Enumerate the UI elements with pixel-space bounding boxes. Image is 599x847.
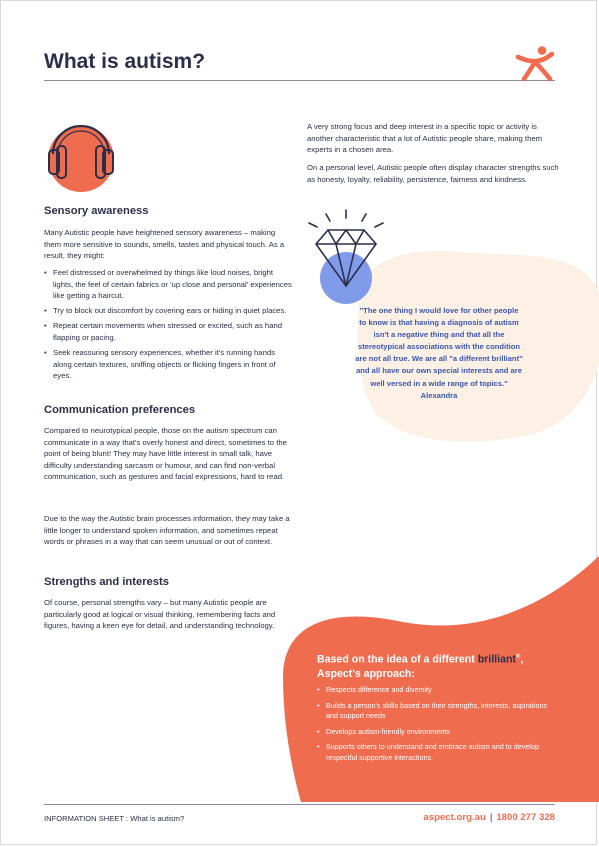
sensory-bullet-list bbox=[44, 267, 292, 385]
page-title: What is autism? bbox=[44, 50, 206, 73]
sensory-intro: Many Autistic people have heightened sensory awareness – making them more sensitive to sounds, smells, tastes and physical touch. As a result, they might: bbox=[44, 228, 285, 261]
communication-paragraph-1: Compared to neurotypical people, those on the autism spectrum can communicate in a way that's overly honest and direct, sometimes to the point of being blunt! They may have little interest in small talk, have difficulty understanding sarcasm or humour, and can find non-verbal communication, such as gestures and facial expressions, hard to read. bbox=[44, 426, 287, 482]
brilliant-word: brilliant bbox=[477, 653, 516, 666]
alexandra-quote: "The one thing I would love for other people to know is that having a diagnosis of autism isn't a negative thing and that all the stereotypical associations with the condition are not all true. We are all "a different brilliant" and all have our own special interests and are well versed in a wide range of topics." Alexandra bbox=[355, 306, 523, 400]
headphones-icon bbox=[44, 110, 119, 195]
footer-divider bbox=[44, 804, 555, 805]
strengths-paragraph: Of course, personal strengths vary – but many Autistic people are particularly good at logical or visual thinking, remembering facts and figures, having a keen eye for detail, and understanding technology. bbox=[44, 598, 276, 631]
title-divider bbox=[44, 80, 555, 81]
website-link[interactable]: aspect.org.au bbox=[423, 812, 486, 823]
character-paragraph: On a personal level, Autistic people often display character strengths such as honesty, loyalty, reliability, persistence, fairness and kindness. bbox=[307, 163, 559, 184]
diamond-icon bbox=[300, 208, 392, 308]
approach-list bbox=[317, 685, 557, 769]
approach-title: Based on the idea of a different brilliant®, Aspect's approach: bbox=[317, 653, 524, 680]
focus-paragraph: A very strong focus and deep interest in a specific topic or activity is another characteristic that a lot of Autistic people share, making them experts in a chosen area. bbox=[307, 122, 543, 155]
communication-paragraph-2: Due to the way the Autistic brain processes information, they may take a little longer to understand spoken information, and sometimes repeat words or phrases in a way that can seem unusual or out of context. bbox=[44, 514, 290, 547]
strengths-heading: Strengths and interests bbox=[44, 576, 169, 588]
list-item: • Feel distressed or overwhelmed by things like loud noises, bright lights, the feel of certain fabrics or 'up close and personal' experiences like getting a haircut. bbox=[44, 267, 292, 302]
list-item: • Develops autism-friendly environments bbox=[317, 727, 557, 738]
list-item: • Respects difference and diversity bbox=[317, 685, 557, 696]
phone-number: 1800 277 328 bbox=[496, 812, 555, 823]
list-item: • Supports others to understand and embrace autism and to develop respectful supportive interactions. bbox=[317, 742, 557, 763]
list-item: • Try to block out discomfort by covering ears or hiding in quiet places. bbox=[44, 305, 292, 317]
list-item: • Repeat certain movements when stressed or excited, such as hand flapping or pacing. bbox=[44, 320, 292, 343]
list-item: • Seek reassuring sensory experiences, whether it's running hands along certain textures, sniffing objects or flicking fingers in front of eyes. bbox=[44, 347, 292, 382]
footer-contact: aspect.org.au | 1800 277 328 bbox=[423, 812, 555, 823]
aspect-figure-logo-icon bbox=[515, 44, 555, 84]
sensory-heading: Sensory awareness bbox=[44, 205, 149, 217]
communication-heading: Communication preferences bbox=[44, 404, 196, 416]
footer-sheet-label: INFORMATION SHEET : What is autism? bbox=[44, 814, 185, 823]
list-item: • Builds a person's skills based on their strengths, interests, aspirations and support needs bbox=[317, 701, 557, 722]
